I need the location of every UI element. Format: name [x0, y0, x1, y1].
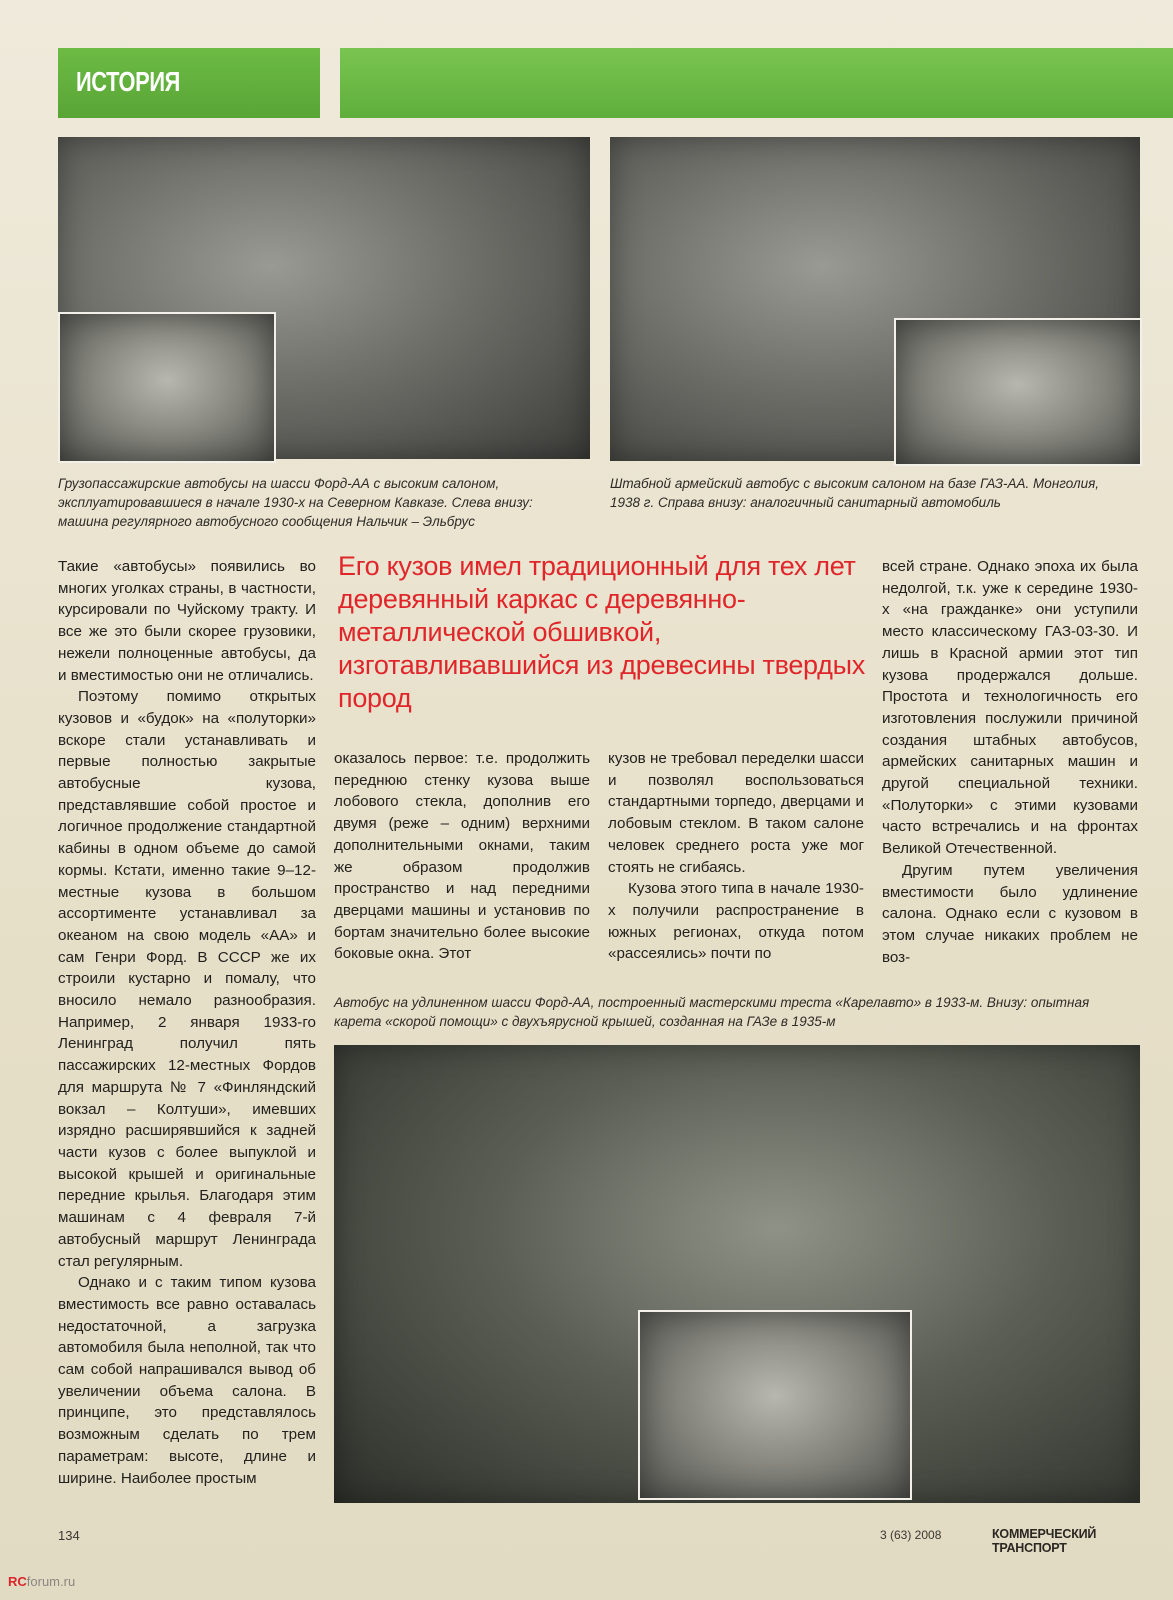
paragraph: всей стране. Однако эпоха их была недолгой, т.к. уже к середине 1930-х «на гражданке» они уступили место классическому ГАЗ-03-30. И лишь в Красной армии этот тип кузова продержался дольше. Простота и технологичность его изготовления послужили причиной создания штабных автобусов, армейских санитарных машин и другой специальной техники. «Полуторки» с этими кузовами часто встречались и на фронтах Великой Отечественной.: [882, 558, 1138, 858]
article-column-3: [608, 748, 864, 965]
page-number: 134: [58, 1528, 80, 1543]
paragraph: Другим путем увеличения вместимости было удлинение салона. Однако если с кузовом в этом случае никаких проблем не воз-: [882, 861, 1138, 966]
section-title: ИСТОРИЯ: [76, 66, 180, 97]
caption-top-right: Штабной армейский автобус с высоким салоном на базе ГАЗ-АА. Монголия, 1938 г. Справа внизу: аналогичный санитарный автомобиль: [610, 476, 1100, 510]
photo-top-left-inset: [58, 312, 276, 463]
paragraph: Поэтому помимо открытых кузовов и «будок» на «полуторки» вскоре стали устанавливать и первые полностью закрытые автобусные кузова, представлявшие собой простое и логичное продолжение стандартной кабины в одном объеме до самой кормы. Кстати, именно такие 9–12-местные кузова в большом ассортименте устанавливал за океаном на свою модель «АА» и сам Генри Форд. В СССР же их строили кустарно и помалу, что вносило немало разнообразия. Например, 2 января 1933-го Ленинград получил пять пассажирских 12-местных Фордов для маршрута № 7 «Финляндский вокзал – Колтуши», имевших изрядно расширявшийся к задней части кузов с более выпуклой и высокой крышей и оригинальные передние крылья. Благодаря этим машинам с 4 февраля 7-й автобусный маршрут Ленинграда стал регулярным.: [58, 688, 316, 1270]
pull-quote: Его кузов имел традиционный для тех лет деревянный каркас с деревянно-металлической обшивкой, изготавливавшийся из древесины твердых пород: [338, 551, 865, 713]
watermark-domain: forum.ru: [26, 1574, 76, 1589]
paragraph: Кузова этого типа в начале 1930-х получили распространение в южных регионах, откуда потом «рассеялись» почти по: [608, 880, 864, 963]
magazine-title: КОММЕРЧЕСКИЙ ТРАНСПОРТ: [992, 1527, 1097, 1555]
section-header: [58, 48, 320, 118]
header-band: [340, 48, 1173, 118]
paragraph: кузов не требовал переделки шасси и позволял воспользоваться стандартными торпедо, дверцами и лобовым стеклом. В таком салоне человек среднего роста уже мог стоять не сгибаясь.: [608, 750, 864, 876]
paragraph: оказалось первое: т.е. продолжить переднюю стенку кузова выше лобового стекла, дополнив его двумя (реже – одним) верхними дополнительными окнами, таким же образом продолжив пространство и над передними дверцами машины и установив по бортам значительно более высокие боковые окна. Этот: [334, 750, 590, 963]
paragraph: Такие «автобусы» появились во многих уголках страны, в частности, курсировали по Чуйскому тракту. И все же это были скорее грузовики, нежели полноценные автобусы, да и вместимостью они не отличались.: [58, 558, 316, 684]
article-column-1: [58, 556, 316, 1489]
photo-bottom-inset: [638, 1310, 912, 1500]
watermark: [8, 1574, 75, 1589]
article-column-2: [334, 748, 590, 965]
caption-top-left: Грузопассажирские автобусы на шасси Форд-АА с высоким салоном, эксплуатировавшиеся в начале 1930-х на Северном Кавказе. Слева внизу: машина регулярного автобусного сообщения Нальчик – Эльбрус: [58, 476, 533, 529]
article-column-4: [882, 556, 1138, 968]
watermark-rc: RC: [8, 1574, 27, 1589]
paragraph: Однако и с таким типом кузова вместимость все равно оставалась недостаточной, а загрузка автомобиля была неполной, так что сам собой напрашивался вывод об увеличении объема салона. В принципе, это представлялось возможным сделать по трем параметрам: высоте, длине и ширине. Наиболее простым: [58, 1274, 316, 1487]
photo-top-right-inset: [894, 318, 1142, 466]
issue-info: 3 (63) 2008: [880, 1528, 942, 1542]
caption-bottom: Автобус на удлиненном шасси Форд-АА, построенный мастерскими треста «Карелавто» в 1933-м. Внизу: опытная карета «скорой помощи» с двухъярусной крышей, созданная на ГАЗе в 1935-м: [334, 995, 1090, 1029]
